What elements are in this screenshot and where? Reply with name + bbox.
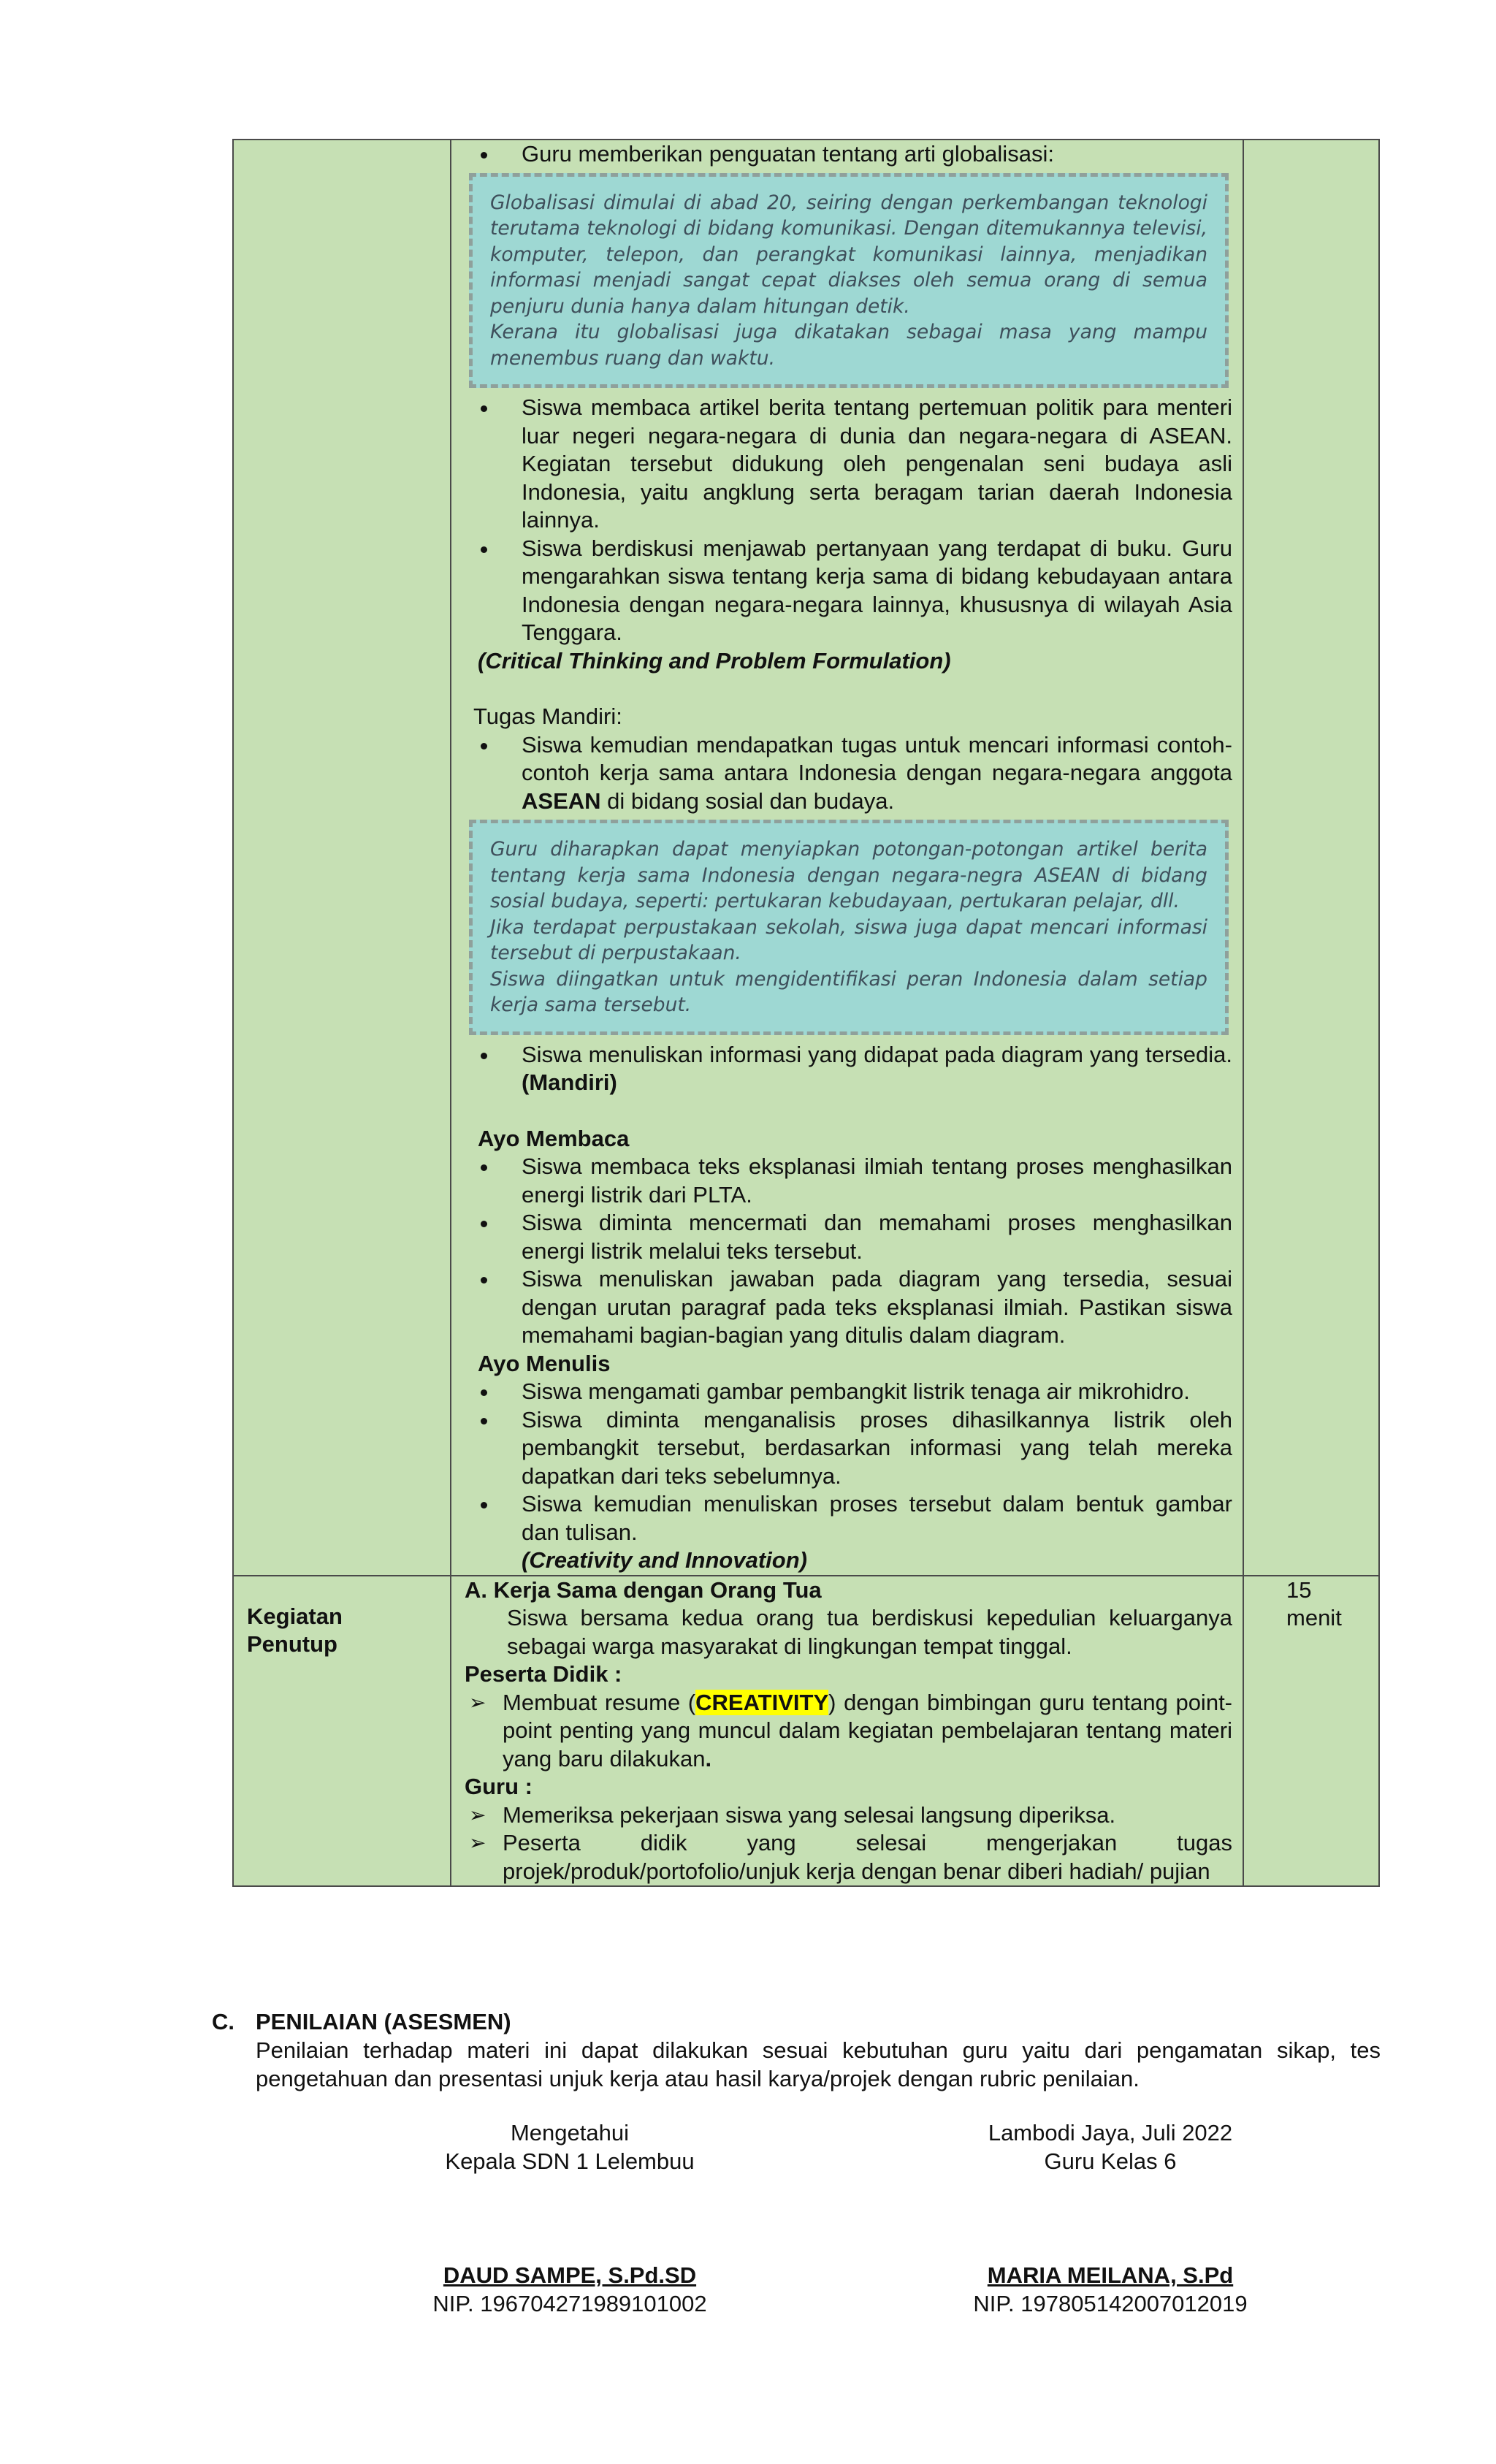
section-heading [212,2007,1381,2036]
list-item: Siswa berdiskusi menjawab pertanyaan yang terdapat di buku. Guru mengarahkan siswa tentang kerja sama di bidang kebudayaan antara Indonesia dengan negara-negara lainnya, khususnya di wilayah Asia Tenggara. [473,535,1232,647]
tugas-mandiri-label: Tugas Mandiri: [473,703,622,729]
peserta-didik-list [465,1689,1232,1774]
signature-left [380,2118,760,2175]
section-title: PENILAIAN (ASESMEN) [256,2009,511,2034]
text-run: Membuat resume ( [503,1689,696,1715]
activity-label-cell-empty [233,140,451,1576]
time-unit: menit [1286,1605,1342,1630]
teacher-note-box [469,820,1229,1035]
kerja-sama-paragraph: Siswa bersama kedua orang tua berdiskusi kepedulian keluarganya sebagai warga masyarakat di lingkungan tempat tinggal. [507,1605,1232,1659]
note-paragraph: Jika terdapat perpustakaan sekolah, siswa juga dapat mencari informasi tersebut di perpustakaan. [490,915,1207,964]
note-paragraph: Guru diharapkan dapat menyiapkan potongan-potongan artikel berita tentang kerja sama Indonesia dengan negara-negra ASEAN di bidang sosial budaya, seperti: pertukaran kebudayaan, pertukaran pelajar, dll. [490,838,1207,912]
mandiri-bold-text: (Mandiri) [522,1069,617,1095]
lesson-plan-table [232,139,1380,1887]
note-paragraph: Siswa diingatkan untuk mengidentifikasi peran Indonesia dalam setiap kerja sama tersebut. [490,967,1207,1016]
signature-right-name-block [920,2261,1300,2318]
signature-left-nip: NIP. 196704271989101002 [432,2291,707,2316]
ayo-menulis-heading: Ayo Menulis [478,1350,611,1376]
signature-left-name-block [380,2261,760,2318]
signature-left-line2: Kepala SDN 1 Lelembuu [445,2148,695,2174]
ayo-menulis-list [473,1378,1232,1546]
signature-right [920,2118,1300,2175]
signature-right-line1: Lambodi Jaya, Juli 2022 [988,2120,1233,2145]
list-item: ➢ Memeriksa pekerjaan siswa yang selesai langsung diperiksa. [465,1801,1232,1830]
signature-left-line1: Mengetahui [510,2120,629,2145]
time-cell-empty [1243,140,1379,1576]
activity-description-cell [451,1576,1243,1887]
guru-list [465,1801,1232,1886]
list-item: Siswa menuliskan jawaban pada diagram yang tersedia, sesuai dengan urutan paragraf pada teks eksplanasi ilmiah. Pastikan siswa memahami bagian-bagian yang ditulis dalam diagram. [473,1265,1232,1350]
creativity-label: (Creativity and Innovation) [522,1547,807,1573]
ayo-membaca-list [473,1153,1232,1350]
text-run: Siswa kemudian mendapatkan tugas untuk mencari informasi contoh-contoh kerja sama antara Indonesia dengan negara-negara anggota [522,731,1232,785]
list-item: Guru memberikan penguatan tentang arti globalisasi: [473,140,1232,169]
list-item [473,731,1232,816]
creativity-highlight: CREATIVITY [695,1689,829,1715]
text-run: . [705,1745,712,1771]
globalization-note-box [469,173,1229,389]
time-value: 15 [1286,1576,1312,1603]
activity-list-a [473,394,1232,647]
list-item: Siswa kemudian menuliskan proses tersebut dalam bentuk gambar dan tulisan. [473,1490,1232,1546]
text-run: ) dengan bimbingan guru tentang point-point penting yang muncul dalam kegiatan pembelajaran tentang materi yang baru dilakukan [503,1689,1233,1771]
asean-bold-text: ASEAN [522,787,601,814]
intro-list [473,140,1232,169]
heading-kerja-sama: A. Kerja Sama dengan Orang Tua [465,1576,822,1603]
text-run: di bidang sosial dan budaya. [600,787,895,814]
text-run: Siswa menuliskan informasi yang didapat pada diagram yang tersedia. [522,1041,1232,1067]
list-item [465,1689,1232,1774]
section-body: Penilaian terhadap materi ini dapat dilakukan sesuai kebutuhan guru yaitu dari pengamatan sikap, tes pengetahuan dan presentasi unjuk kerja atau hasil karya/projek dengan rubric penilaian. [256,2037,1381,2091]
peserta-didik-label: Peserta Didik : [465,1661,622,1687]
note-paragraph: Kerana itu globalisasi juga dikatakan sebagai masa yang mampu menembus ruang dan waktu. [490,321,1207,370]
signature-left-name: DAUD SAMPE, S.Pd.SD [443,2262,697,2288]
ayo-membaca-heading: Ayo Membaca [478,1125,630,1151]
signature-right-name: MARIA MEILANA, S.Pd [987,2262,1234,2288]
list-item: ➢ Peserta didik yang selesai mengerjakan tugas projek/produk/portofolio/unjuk kerja dengan benar diberi hadiah/ pujian [465,1829,1232,1885]
section-penilaian [212,2007,1381,2093]
note-paragraph: Globalisasi dimulai di abad 20, seiring dengan perkembangan teknologi terutama teknologi di bidang komunikasi. Dengan ditemukannya televisi, komputer, telepon, dan perangkat komunikasi lainnya, menjadikan informasi menjadi sangat cepat diakses oleh semua orang di semua penjuru dunia hanya dalam hitungan detik. [490,191,1207,318]
critical-thinking-label: (Critical Thinking and Problem Formulation) [478,647,951,674]
guru-label: Guru : [465,1774,533,1799]
mandiri-list [473,1041,1232,1097]
closing-label-line2: Penutup [247,1631,337,1657]
activity-label-cell [233,1576,451,1887]
tugas-list [473,731,1232,816]
time-cell [1243,1576,1379,1887]
list-item: Siswa diminta menganalisis proses dihasilkannya listrik oleh pembangkit tersebut, berdasarkan informasi yang telah mereka dapatkan dari teks sebelumnya. [473,1406,1232,1491]
activity-description-cell [451,140,1243,1576]
signature-right-line2: Guru Kelas 6 [1044,2148,1177,2174]
list-item: Siswa membaca teks eksplanasi ilmiah tentang proses menghasilkan energi listrik dari PLTA. [473,1153,1232,1209]
list-item [473,1041,1232,1097]
signature-right-nip: NIP. 197805142007012019 [973,2291,1248,2316]
list-item: Siswa membaca artikel berita tentang pertemuan politik para menteri luar negeri negara-negara di dunia dan negara-negara di ASEAN. Kegiatan tersebut didukung oleh pengenalan seni budaya asli Indonesia, yaitu angklung serta beragam tarian daerah Indonesia lainnya. [473,394,1232,535]
list-item: Siswa mengamati gambar pembangkit listrik tenaga air mikrohidro. [473,1378,1232,1406]
list-item: Siswa diminta mencermati dan memahami proses menghasilkan energi listrik melalui teks tersebut. [473,1209,1232,1265]
table-row-core-activities [233,140,1379,1576]
closing-label-line1: Kegiatan [247,1603,343,1629]
section-letter: C. [212,2009,234,2034]
table-row-closing-activities [233,1576,1379,1887]
